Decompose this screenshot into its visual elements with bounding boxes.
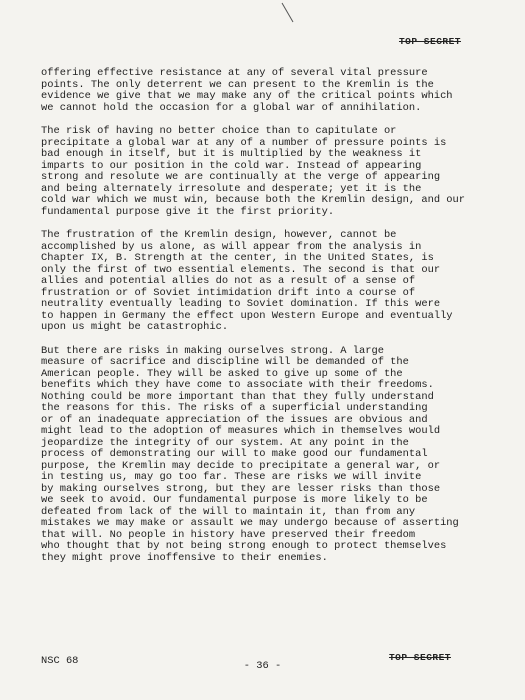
paragraph-1: offering effective resistance at any of several vital pressure points. The only deterrent we can present to the Kremlin is the evidence we give that we may make any of the critical points which we cannot hold the occasion for a global war of annihilation. <box>41 67 453 114</box>
footer-classification-stamp: TOP SECRET <box>388 652 451 663</box>
paragraph-2: The risk of having no better choice than to capitulate or precipitate a global war at any of a number of pressure points is bad enough in itself, but it is multiplied by the weakness it imparts to our position in the cold war. Instead of appearing strong and resolute we are continually at the verge of appearing and being alternately irresolute and desperate; yet it is the cold war which we must win, because both the Kremlin design, and our fundamental purpose give it the first priority. <box>41 125 466 218</box>
paragraph-4: But there are risks in making ourselves strong. A large measure of sacrifice and discipline will be demanded of the American people. They will be asked to give up some of the benefits which they have come to associate with their freedoms. Nothing could be more important than that they fully understand the reasons for this. The risks of a superficial understanding or of an inadequate appreciation of the issues are obvious and might lead to the adoption of measures which in themselves would jeopardize the integrity of our system. At any point in the process of demonstrating our will to make good our fundamental purpose, the Kremlin may decide to precipitate a general war, or in testing us, may go too far. These are risks we will invite by making ourselves strong, but they are lesser risks than those we seek to avoid. Our fundamental purpose is more likely to be defeated from lack of the will to maintain it, than from any mistakes we may make or assault we may undergo because of asserting that will. No people in history have preserved their freedom who thought that by not being strong enough to protect themselves they might prove inoffensive to their enemies. <box>41 344 459 564</box>
scan-mark <box>281 2 295 24</box>
page-number: - 36 - <box>243 660 282 672</box>
header-classification-stamp: TOP SECRET <box>398 36 461 47</box>
body-text <box>41 68 503 576</box>
document-id: NSC 68 <box>41 655 79 667</box>
paragraph-3: The frustration of the Kremlin design, however, cannot be accomplished by us alone, as will appear from the analysis in Chapter IX, B. Strength at the center, in the United States, is only the first of two essential elements. The second is that our allies and potential allies do not as a result of a sense of frustration or of Soviet intimidation drift into a course of neutrality eventually leading to Soviet domination. If this were to happen in Germany the effect upon Western Europe and eventually upon us might be catastrophic. <box>41 229 453 333</box>
